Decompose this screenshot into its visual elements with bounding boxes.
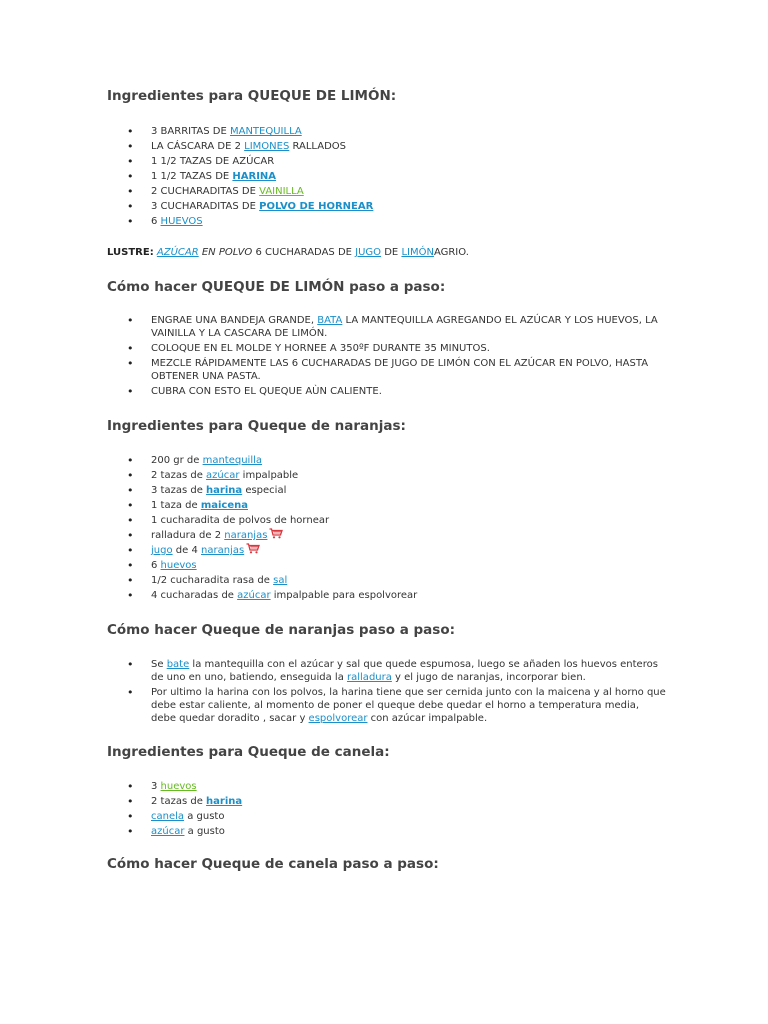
list-item: • COLOQUE EN EL MOLDE Y HORNEE A 350ºF DURANTE 35 MINUTOS. <box>107 342 667 355</box>
list-item: • canela a gusto <box>107 809 667 824</box>
list-item: • ENGRAE UNA BANDEJA GRANDE, BATA LA MANTEQUILLA AGREGANDO EL AZÚCAR Y LOS HUEVOS, LA VAINILLA Y LA CASCARA DE LIMÓN. <box>107 314 667 340</box>
heading-ingredientes-naranjas: Ingredientes para Queque de naranjas: <box>107 418 406 434</box>
link-harina[interactable]: harina <box>206 796 243 807</box>
link-vainilla[interactable]: VAINILLA <box>259 186 304 197</box>
link-naranjas[interactable]: naranjas <box>201 545 245 556</box>
list-item: • 200 gr de mantequilla <box>107 453 667 468</box>
list-item: • CUBRA CON ESTO EL QUEQUE AÙN CALIENTE. <box>107 385 667 398</box>
link-jugo[interactable]: jugo <box>151 545 173 556</box>
list-pasos-naranjas <box>107 658 667 727</box>
lustre-line: LUSTRE: AZÚCAR EN POLVO 6 CUCHARADAS DE JUGO DE LIMÓNAGRIO. <box>107 247 469 258</box>
link-huevos[interactable]: HUEVOS <box>160 216 203 227</box>
shopping-cart-icon[interactable] <box>246 543 260 554</box>
list-item: • 2 tazas de azúcar impalpable <box>107 468 667 483</box>
lustre-label: LUSTRE: <box>107 247 154 258</box>
list-item: • Se bate la mantequilla con el azúcar y sal que quede espumosa, luego se añaden los huevos enteros de uno en uno, batiendo, enseguida la ralladura y el jugo de naranjas, incorporar bien. <box>107 658 667 684</box>
link-azucar[interactable]: azúcar <box>151 826 185 837</box>
link-polvo-de-hornear[interactable]: POLVO DE HORNEAR <box>259 201 374 212</box>
list-item: • 3 CUCHARADITAS DE POLVO DE HORNEAR <box>107 199 667 214</box>
list-item: • 2 CUCHARADITAS DE VAINILLA <box>107 184 667 199</box>
list-item: • azúcar a gusto <box>107 824 667 839</box>
list-ingredientes-naranjas <box>107 453 667 603</box>
link-bata[interactable]: BATA <box>317 315 343 326</box>
link-canela[interactable]: canela <box>151 811 185 822</box>
list-item: • 1 1/2 TAZAS DE HARINA <box>107 169 667 184</box>
link-harina[interactable]: harina <box>206 485 243 496</box>
link-huevos[interactable]: huevos <box>160 560 197 571</box>
list-item: • jugo de 4 naranjas <box>107 543 667 558</box>
link-azucar[interactable]: AZÚCAR <box>156 247 199 258</box>
heading-ingredientes-canela: Ingredientes para Queque de canela: <box>107 744 390 760</box>
list-ingredientes-canela <box>107 779 667 839</box>
list-item: • 4 cucharadas de azúcar impalpable para espolvorear <box>107 588 667 603</box>
list-item: • 3 huevos <box>107 779 667 794</box>
link-espolvorear[interactable]: espolvorear <box>308 713 368 724</box>
list-item: • 3 tazas de harina especial <box>107 483 667 498</box>
list-item: • LA CÁSCARA DE 2 LIMONES RALLADOS <box>107 139 667 154</box>
list-item: • 6 huevos <box>107 558 667 573</box>
link-naranjas[interactable]: naranjas <box>224 530 268 541</box>
link-mantequilla[interactable]: MANTEQUILLA <box>229 126 302 137</box>
link-limones[interactable]: LIMONES <box>244 141 290 152</box>
list-item: • 2 tazas de harina <box>107 794 667 809</box>
list-item: • 1/2 cucharadita rasa de sal <box>107 573 667 588</box>
heading-como-hacer-limon: Cómo hacer QUEQUE DE LIMÓN paso a paso: <box>107 279 446 295</box>
link-azucar[interactable]: azúcar <box>206 470 240 481</box>
link-bate[interactable]: bate <box>166 659 190 670</box>
link-mantequilla[interactable]: mantequilla <box>202 455 263 466</box>
list-item: • ralladura de 2 naranjas <box>107 528 667 543</box>
shopping-cart-icon[interactable] <box>269 528 283 539</box>
heading-como-hacer-canela: Cómo hacer Queque de canela paso a paso: <box>107 856 439 872</box>
list-item: • Por ultimo la harina con los polvos, la harina tiene que ser cernida junto con la maicena y al horno que debe estar caliente, al momento de poner el queque debe quedar el horno a temperatura media, debe quedar doradito , sacar y espolvorear con azúcar impalpable. <box>107 686 667 725</box>
list-item: • 6 HUEVOS <box>107 214 667 229</box>
link-azucar[interactable]: azúcar <box>237 590 271 601</box>
list-ingredientes-limon <box>107 124 667 229</box>
list-item: • MEZCLE RÁPIDAMENTE LAS 6 CUCHARADAS DE JUGO DE LIMÓN CON EL AZÚCAR EN POLVO, HASTA OBTENER UNA PASTA. <box>107 357 667 383</box>
list-item: • 1 cucharadita de polvos de hornear <box>107 513 667 528</box>
link-ralladura[interactable]: ralladura <box>347 672 392 683</box>
list-item: • 3 BARRITAS DE MANTEQUILLA <box>107 124 667 139</box>
heading-ingredientes-limon: Ingredientes para QUEQUE DE LIMÓN: <box>107 88 397 104</box>
link-jugo[interactable]: JUGO <box>355 247 382 258</box>
link-harina[interactable]: HARINA <box>232 171 277 182</box>
list-pasos-limon <box>107 314 667 400</box>
list-item: • 1 taza de maicena <box>107 498 667 513</box>
link-huevos[interactable]: huevos <box>160 781 197 792</box>
list-item: • 1 1/2 TAZAS DE AZÚCAR <box>107 154 667 169</box>
link-limon[interactable]: LIMÓN <box>401 247 434 258</box>
link-sal[interactable]: sal <box>273 575 288 586</box>
link-maicena[interactable]: maicena <box>200 500 249 511</box>
heading-como-hacer-naranjas: Cómo hacer Queque de naranjas paso a paso: <box>107 622 456 638</box>
